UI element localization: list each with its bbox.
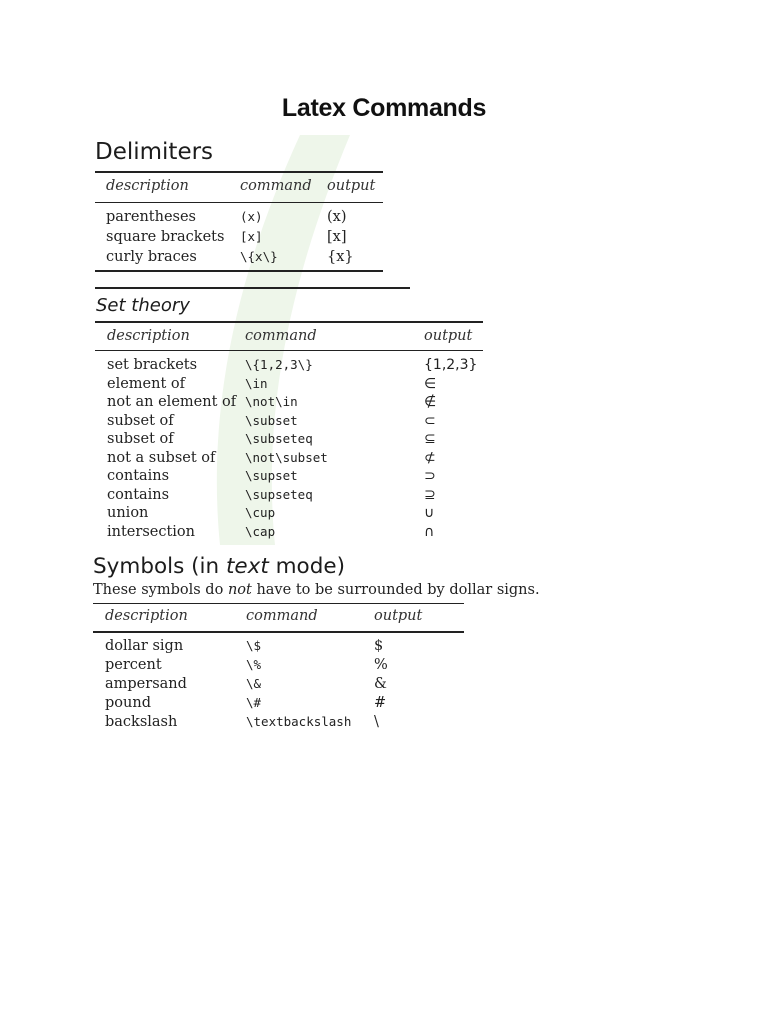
row-output: %: [374, 657, 388, 673]
row-description: pound: [105, 695, 151, 711]
row-command: [x]: [240, 229, 263, 244]
row-command: \&: [246, 676, 262, 691]
table-row: [95, 467, 483, 486]
row-description: set brackets: [107, 357, 198, 373]
row-output: \: [374, 714, 379, 730]
column-header: description: [106, 178, 189, 194]
row-command: \not\subset: [245, 449, 328, 465]
row-command: \in: [245, 375, 268, 391]
row-description: union: [107, 505, 149, 521]
row-description: intersection: [107, 523, 195, 540]
row-command: \not\in: [245, 394, 298, 409]
symbols-top-rule: [93, 603, 464, 604]
row-description: backslash: [105, 714, 178, 730]
row-output: ∩: [424, 523, 435, 540]
row-command: \subset: [245, 412, 298, 428]
row-description: contains: [107, 468, 170, 484]
row-command: \cap: [245, 523, 276, 539]
row-description: parentheses: [106, 209, 196, 225]
row-output: ⊂: [424, 412, 436, 429]
table-row: [93, 675, 464, 694]
row-description: not a subset of: [107, 449, 216, 466]
table-row: [93, 694, 464, 713]
row-description: ampersand: [105, 676, 187, 692]
row-description: not an element of: [107, 394, 237, 410]
row-command: (x): [240, 209, 263, 224]
table-row: [95, 356, 483, 375]
row-command: \{x\}: [240, 249, 278, 264]
table-row: [95, 228, 383, 247]
table-row: [95, 504, 483, 523]
table-row: [93, 656, 464, 675]
row-output: ⊄: [424, 449, 436, 466]
row-output: ∪: [424, 505, 435, 521]
row-output: #: [374, 695, 387, 711]
column-header: output: [374, 608, 423, 624]
set-theory-top-rule: [95, 287, 410, 289]
row-output: ⊇: [424, 486, 436, 503]
row-command: \supset: [245, 468, 298, 483]
row-description: percent: [105, 657, 162, 673]
row-output: {x}: [327, 249, 354, 265]
symbols-subtitle-pre: These symbols do: [93, 582, 228, 598]
symbols-table: [93, 605, 464, 735]
symbols-heading-pre: Symbols (in: [93, 554, 226, 579]
row-description: subset of: [107, 431, 174, 447]
table-row: [95, 375, 483, 394]
set-theory-header-rule: [95, 350, 483, 351]
row-output: {1,2,3}: [424, 357, 478, 373]
row-output: [x]: [327, 229, 347, 245]
row-output: ⊆: [424, 431, 436, 447]
column-header: output: [424, 328, 473, 344]
column-header: description: [105, 608, 188, 624]
delimiters-heading: Delimiters: [95, 139, 214, 165]
column-header: output: [327, 178, 376, 194]
delimiters-table: [95, 175, 383, 275]
delimiters-header-rule: [95, 202, 383, 203]
row-command: \supseteq: [245, 486, 313, 502]
row-output: $: [374, 638, 384, 654]
column-header: command: [240, 178, 312, 194]
table-row: [95, 486, 483, 505]
row-command: \$: [246, 638, 262, 653]
row-command: \%: [246, 657, 262, 672]
symbols-heading: [93, 554, 345, 579]
symbols-heading-post: mode): [268, 554, 345, 579]
set-theory-heading: Set theory: [96, 295, 190, 316]
symbols-subtitle: [93, 582, 540, 598]
symbols-subtitle-em: not: [227, 582, 252, 598]
row-command: \subseteq: [245, 431, 313, 446]
symbols-header-rule: [93, 631, 464, 633]
row-description: curly braces: [106, 249, 197, 265]
row-output: ⊃: [424, 468, 436, 484]
row-command: \textbackslash: [246, 714, 352, 729]
table-row: [95, 523, 483, 542]
set-theory-table: [95, 323, 483, 543]
table-row: [95, 393, 483, 412]
column-header: command: [246, 608, 318, 624]
row-description: element of: [107, 375, 186, 392]
row-command: \{1,2,3\}: [245, 357, 313, 372]
row-output: (x): [327, 209, 347, 225]
delimiters-bottom-rule: [95, 270, 383, 272]
table-row: [93, 713, 464, 732]
column-header: description: [107, 328, 190, 344]
row-command: \#: [246, 695, 262, 710]
page-title: Latex Commands: [281, 94, 487, 122]
row-description: contains: [107, 486, 170, 503]
row-description: square brackets: [106, 229, 225, 245]
row-command: \cup: [245, 505, 276, 520]
row-output: ∉: [424, 394, 437, 410]
symbols-heading-em: text: [225, 554, 269, 579]
symbols-subtitle-post: have to be surrounded by dollar signs.: [251, 582, 540, 598]
table-row: [95, 430, 483, 449]
table-row: [95, 248, 383, 267]
delimiters-top-rule: [95, 171, 383, 173]
table-row: [95, 208, 383, 227]
table-row: [95, 412, 483, 431]
row-output: &: [374, 676, 387, 692]
column-header: command: [245, 328, 317, 344]
row-output: ∈: [424, 375, 437, 392]
table-row: [93, 637, 464, 656]
table-row: [95, 449, 483, 468]
row-description: subset of: [107, 412, 174, 429]
row-description: dollar sign: [105, 638, 184, 654]
